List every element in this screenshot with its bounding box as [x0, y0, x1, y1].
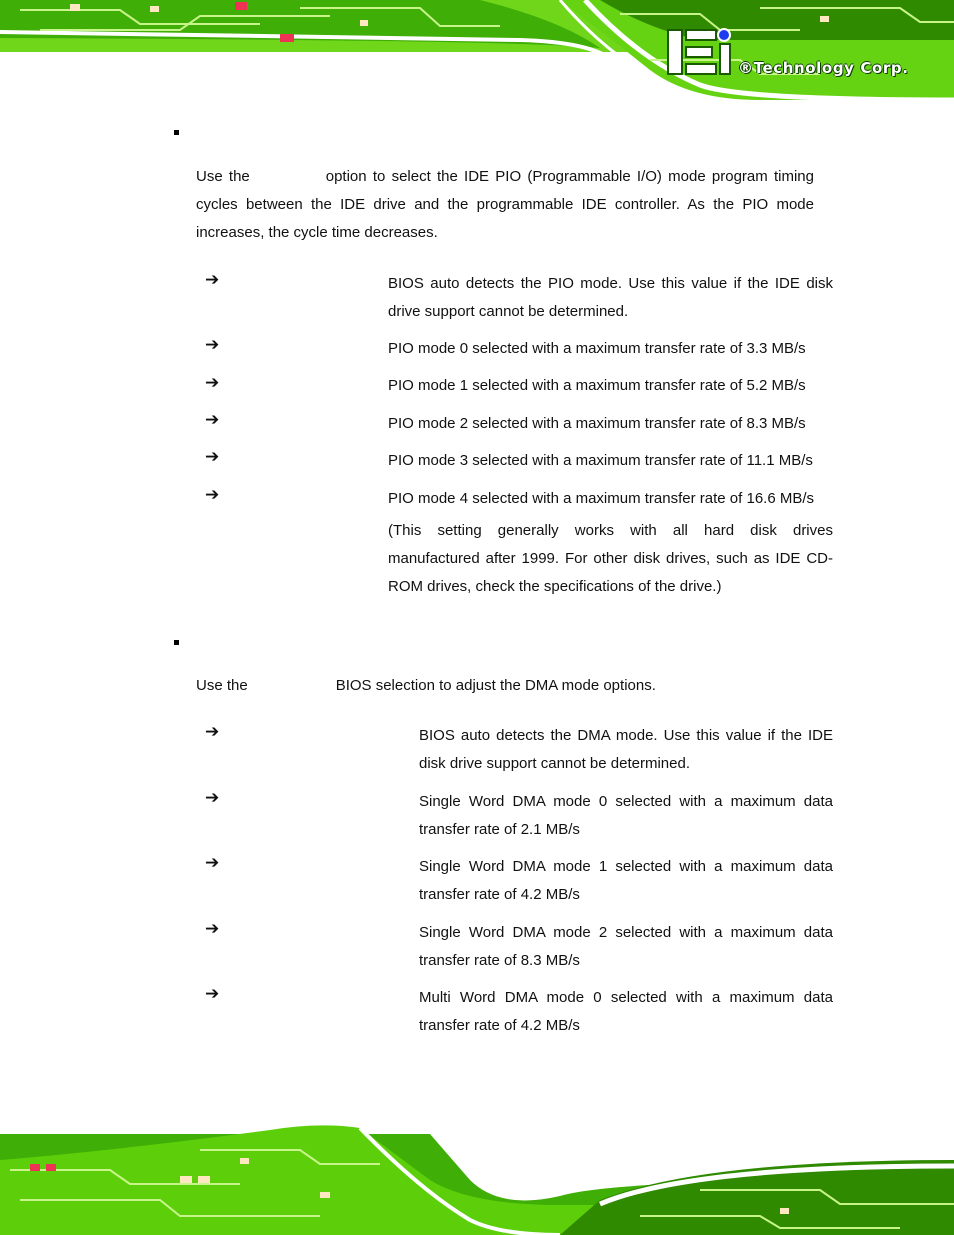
- dma-intro-paragraph: [196, 672, 814, 700]
- dma-option-sw0-desc: Single Word DMA mode 0 selected with a maximum data transfer rate of 2.1 MB/s: [419, 793, 833, 838]
- dma-intro-before: Use the: [196, 677, 248, 694]
- arrow-icon: ➔: [205, 335, 220, 355]
- pio-note: (This setting generally works with all hard disk drives manufactured after 1999. For other disk drives, such as IDE CD-ROM drives, check the specifications of the drive.): [388, 522, 833, 595]
- circuit-board-header-graphic: [0, 0, 954, 112]
- page-header-banner: [0, 0, 954, 112]
- circuit-board-footer-graphic: [0, 1120, 954, 1235]
- pio-option-0-desc: PIO mode 0 selected with a maximum transfer rate of 3.3 MB/s: [388, 340, 806, 357]
- dma-option-mw0-desc: Multi Word DMA mode 0 selected with a maximum data transfer rate of 4.2 MB/s: [419, 989, 833, 1034]
- pio-intro-after: option to select the IDE PIO (Programmable I/O) mode program timing cycles between the IDE drive and the programmable IDE controller. As the PIO mode increases, the cycle time decreases.: [196, 168, 814, 241]
- dma-intro-after: BIOS selection to adjust the DMA mode options.: [335, 677, 656, 694]
- dma-option-sw1-desc: Single Word DMA mode 1 selected with a maximum data transfer rate of 4.2 MB/s: [419, 858, 833, 903]
- arrow-icon: ➔: [205, 919, 220, 939]
- arrow-icon: ➔: [205, 984, 220, 1004]
- pio-option-4-desc: PIO mode 4 selected with a maximum transfer rate of 16.6 MB/s: [388, 490, 815, 507]
- arrow-icon: ➔: [205, 788, 220, 808]
- arrow-icon: ➔: [205, 447, 220, 467]
- pio-option-2-desc: PIO mode 2 selected with a maximum transfer rate of 8.3 MB/s: [388, 415, 806, 432]
- pio-intro-paragraph: [196, 163, 814, 247]
- pio-option-1-desc: PIO mode 1 selected with a maximum transfer rate of 5.2 MB/s: [388, 377, 806, 394]
- pio-option-3-desc: PIO mode 3 selected with a maximum transfer rate of 11.1 MB/s: [388, 452, 813, 469]
- arrow-icon: ➔: [205, 853, 220, 873]
- arrow-icon: ➔: [205, 722, 220, 742]
- pio-option-auto-desc: BIOS auto detects the PIO mode. Use this value if the IDE disk drive support cannot be determined.: [388, 275, 833, 320]
- arrow-icon: ➔: [205, 270, 220, 290]
- section-bullet-pio: [174, 130, 179, 135]
- arrow-icon: ➔: [205, 410, 220, 430]
- pio-intro-before: Use the: [196, 168, 250, 185]
- dma-option-sw2-desc: Single Word DMA mode 2 selected with a maximum data transfer rate of 8.3 MB/s: [419, 924, 833, 969]
- arrow-icon: ➔: [205, 485, 220, 505]
- arrow-icon: ➔: [205, 373, 220, 393]
- dma-option-auto-desc: BIOS auto detects the DMA mode. Use this value if the IDE disk drive support cannot be determined.: [419, 727, 833, 772]
- brand-name: ®Technology Corp.: [738, 59, 909, 77]
- page-footer-banner: [0, 1120, 954, 1235]
- logo-dot-icon: [718, 29, 730, 41]
- section-bullet-dma: [174, 640, 179, 645]
